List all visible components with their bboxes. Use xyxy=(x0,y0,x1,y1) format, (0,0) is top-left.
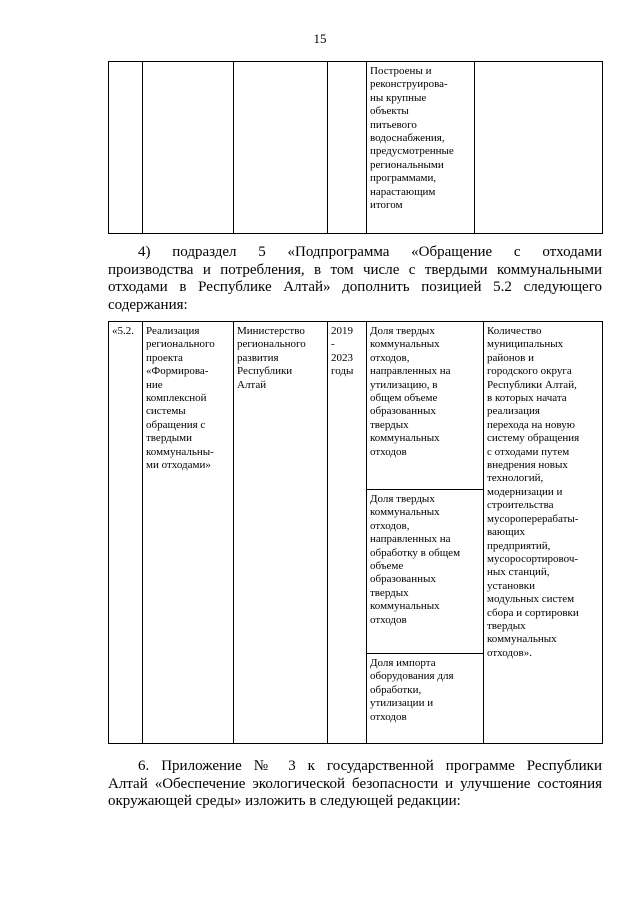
cell-line: регионального xyxy=(237,338,306,351)
cell-line: направленных на xyxy=(370,365,451,378)
cell-line: Доля твердых xyxy=(370,493,435,505)
cell-line: Республики xyxy=(237,365,293,378)
cell-line: ных станций, xyxy=(487,566,550,579)
paragraph-line: производства и потребления, в том числе с твердыми коммунальными xyxy=(108,261,602,278)
paragraph-subsection-5 xyxy=(108,244,602,314)
cell-line: Реализация xyxy=(146,325,200,337)
cell-line: обработку в общем xyxy=(370,546,461,559)
cell-line: отходов xyxy=(370,613,407,626)
indicator-text xyxy=(370,65,471,212)
cell-line: Республики Алтай, xyxy=(487,378,577,391)
cell-line: проекта xyxy=(146,351,183,364)
cell-line: предприятий, xyxy=(487,539,551,552)
cell-line: внедрения новых xyxy=(487,459,568,472)
cell-line: твердыми xyxy=(146,432,193,445)
cell-line: образованных xyxy=(370,405,436,418)
cell-line: образованных xyxy=(370,573,436,586)
cell-line: итогом xyxy=(370,199,403,212)
cell-line: ми отходами» xyxy=(146,459,211,472)
cell-line: модульных систем xyxy=(487,593,575,606)
cell-line: мусоросортировоч- xyxy=(487,552,579,565)
paragraph-line: окружающей среды» изложить в следующей редакции: xyxy=(108,793,461,810)
cell-line: утилизации и xyxy=(370,697,434,710)
table-cell-name xyxy=(143,62,234,234)
indicator-2-text xyxy=(370,493,480,627)
cell-line: системы xyxy=(146,405,186,418)
cell-line: комплексной xyxy=(146,392,207,405)
implementation-period xyxy=(328,322,367,744)
cell-line: регионального xyxy=(146,338,215,351)
cell-line: обработки, xyxy=(370,683,422,696)
cell-line: утилизацию, в xyxy=(370,378,438,391)
event-name xyxy=(143,322,234,744)
cell-line: годы xyxy=(331,365,354,378)
cell-line: отходов, xyxy=(370,519,410,532)
cell-line: технологий, xyxy=(487,472,544,485)
cell-line: установки xyxy=(487,579,536,592)
cell-line: Министерство xyxy=(237,325,305,337)
cell-line: «Формирова- xyxy=(146,365,209,378)
cell-line: реконструирова- xyxy=(370,78,448,91)
indicator-1 xyxy=(367,322,484,490)
cell-line: обращения с xyxy=(146,418,206,431)
cell-line: твердых xyxy=(370,586,409,599)
table-cell-period xyxy=(328,62,367,234)
period-text xyxy=(331,325,363,379)
cell-line: Доля импорта xyxy=(370,657,436,669)
cell-line: отходов». xyxy=(487,646,532,659)
cell-line: 2019 xyxy=(331,325,353,337)
position-number: «5.2. xyxy=(109,322,143,744)
cell-line: общем объеме xyxy=(370,392,438,405)
cell-line: коммунальных xyxy=(487,633,557,646)
expected-result xyxy=(484,322,603,744)
cell-line: отходов xyxy=(370,710,407,723)
cell-line: направленных на xyxy=(370,533,451,546)
cell-line: модернизации и xyxy=(487,485,563,498)
cell-line: в которых начата xyxy=(487,392,567,405)
cell-line: нарастающим xyxy=(370,185,436,198)
cell-line: реализация xyxy=(487,405,540,418)
table-cell-executor xyxy=(234,62,328,234)
cell-line: отходов xyxy=(370,445,407,458)
table-cell-indicator xyxy=(367,62,475,234)
cell-line: коммунальных xyxy=(370,338,440,351)
cell-line: питьевого xyxy=(370,118,417,131)
cell-line: районов и xyxy=(487,351,534,364)
cell-line: - xyxy=(331,338,335,351)
continuation-table xyxy=(108,61,603,234)
cell-line: мусороперерабаты- xyxy=(487,512,579,525)
paragraph-line: содержания: xyxy=(108,296,188,313)
cell-line: ние xyxy=(146,378,163,391)
cell-line: объекты xyxy=(370,105,409,118)
paragraph-appendix-3 xyxy=(108,758,602,811)
table-cell-result xyxy=(475,62,603,234)
cell-line: региональными xyxy=(370,158,444,171)
cell-line: твердых xyxy=(370,418,409,431)
cell-line: оборудования для xyxy=(370,670,454,683)
subprogram-table xyxy=(108,321,603,744)
indicator-3 xyxy=(367,654,484,744)
cell-line: коммунальных xyxy=(370,600,440,613)
cell-line: систему обращения xyxy=(487,432,580,445)
cell-line: Количество xyxy=(487,325,542,337)
cell-line: коммунальных xyxy=(370,506,440,519)
cell-line: сбора и сортировки xyxy=(487,606,579,619)
result-text xyxy=(487,325,599,660)
paragraph-line: отходами в Республике Алтай» дополнить позицией 5.2 следующего xyxy=(108,279,602,296)
cell-line: твердых xyxy=(487,619,526,632)
indicator-2 xyxy=(367,490,484,654)
page-number: 15 xyxy=(313,31,327,46)
responsible-executor xyxy=(234,322,328,744)
cell-line: коммунальны- xyxy=(146,445,214,458)
cell-line: Доля твердых xyxy=(370,325,435,337)
cell-line: развития xyxy=(237,351,279,364)
cell-line: программами, xyxy=(370,172,437,185)
cell-line: ны крупные xyxy=(370,91,427,104)
indicator-1-text xyxy=(370,325,480,459)
indicator-3-text xyxy=(370,657,480,724)
cell-line: Алтай xyxy=(237,378,267,391)
cell-line: с отходами путем xyxy=(487,445,570,458)
cell-line: городского округа xyxy=(487,365,572,378)
cell-line: строительства xyxy=(487,499,554,512)
cell-line: Построены и xyxy=(370,65,432,77)
event-name-text xyxy=(146,325,230,472)
paragraph-line: 4) подраздел 5 «Подпрограмма «Обращение с отходами xyxy=(138,244,602,260)
cell-line: перехода на новую xyxy=(487,418,575,431)
cell-line: вающих xyxy=(487,526,526,539)
cell-line: 2023 xyxy=(331,351,353,364)
cell-line: предусмотренные xyxy=(370,145,454,158)
executor-text xyxy=(237,325,324,392)
cell-line: водоснабжения, xyxy=(370,132,445,145)
paragraph-line: 6. Приложение № 3 к государственной программе Республики xyxy=(138,758,602,774)
paragraph-line: Алтай «Обеспечение экологической безопасности и улучшение состояния xyxy=(108,775,602,792)
cell-line: коммунальных xyxy=(370,432,440,445)
cell-line: муниципальных xyxy=(487,338,564,351)
cell-line: отходов, xyxy=(370,351,410,364)
table-cell-number xyxy=(109,62,143,234)
cell-line: объеме xyxy=(370,560,404,573)
